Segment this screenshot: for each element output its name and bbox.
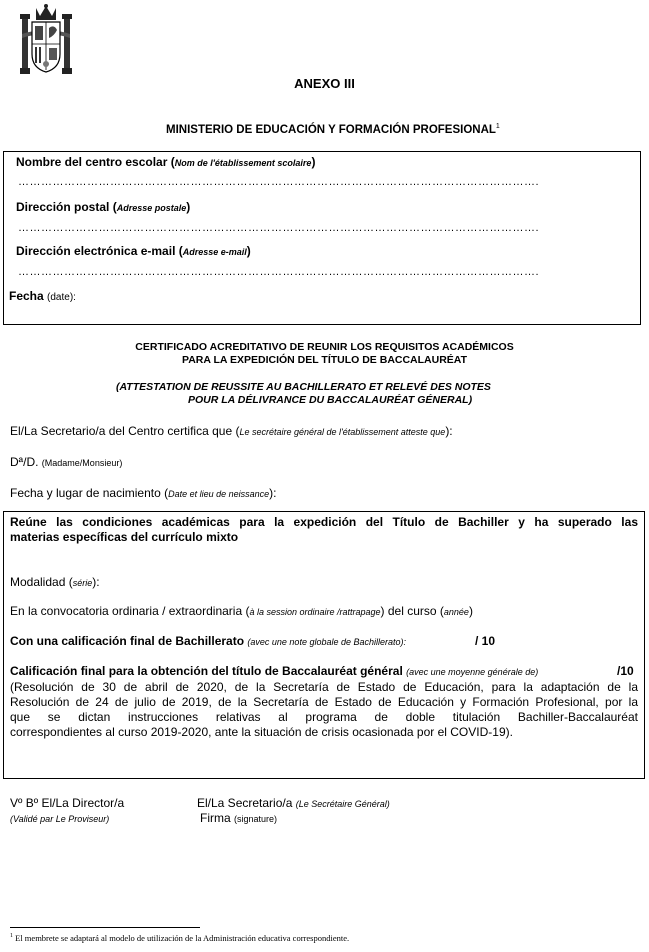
postal-fr: Adresse postale	[116, 203, 187, 213]
firma-fr: (signature)	[234, 814, 278, 824]
curso-fr: année	[443, 607, 469, 617]
birth-fr: Date et lieu de neissance	[168, 489, 270, 499]
certificate-title-line2: PARA LA EXPEDICIÓN DEL TÍTULO DE BACCALAURÉAT	[181, 354, 468, 366]
certificate-title-line1: CERTIFICADO ACREDITATIVO DE REUNIR LOS REQUISITOS ACADÉMICOS	[135, 341, 514, 353]
date-label: Fecha (date):	[9, 289, 76, 303]
signature-secretary-fr: (Le Secrétaire Général)	[295, 799, 390, 809]
certificate-title	[0, 341, 649, 367]
firma-label: Firma	[200, 811, 231, 825]
bac-grade-fr: (avec une moyenne générale de)	[406, 667, 539, 677]
date-fr: (date):	[47, 292, 76, 303]
results-heading-line2: materias específicas del currículo mixto	[10, 530, 239, 544]
signature-secretary-label: El/La Secretario/a	[197, 796, 293, 810]
certificate-fr-title	[116, 381, 491, 407]
ministry-footnote-mark: 1	[495, 123, 500, 130]
resolution-line-1: (Resolución de 30 de abril de 2020, de la Secretaría de Estado de Educación, para la adaptación de la	[10, 680, 638, 694]
secretary-certifies-fr: Le secrétaire général de l'établissement atteste que	[239, 427, 446, 437]
coat-of-arms-emblem	[20, 4, 72, 78]
ministry-name: MINISTERIO DE EDUCACIÓN Y FORMACIÓN PROFESIONAL	[166, 123, 496, 136]
ministry-title	[166, 123, 500, 136]
resolution-line-3: que se dictan instrucciones relativas al programa de doble titulación Bachiller-Baccalauréat	[10, 710, 638, 724]
convocatoria-fr: à la session ordinaire /rattrapage	[249, 607, 381, 617]
signature-secretary-line	[197, 796, 390, 810]
email-dotline: ……………………………………………………………………………………………………………………….	[18, 266, 540, 278]
final-grade-fr: (avec une note globale de Bachillerato):	[247, 637, 407, 647]
final-grade-label: Con una calificación final de Bachillerato	[10, 634, 245, 648]
footnote-mark: 1	[10, 933, 13, 940]
school-name-dotline: ……………………………………………………………………………………………………………………….	[18, 176, 540, 188]
email-label: Dirección electrónica e-mail (Adresse e-mail)	[16, 244, 251, 258]
student-name-fr: (Madame/Monsieur)	[41, 458, 123, 468]
final-grade-line	[10, 634, 406, 648]
birth-label: Fecha y lugar de nacimiento (Date et lieu de neissance):	[10, 486, 277, 500]
modalidad-fr: série	[72, 578, 93, 588]
firma-line	[200, 811, 277, 825]
school-name-fr: Nom de l'établissement scolaire	[174, 158, 312, 168]
school-name-label: Nombre del centro escolar (Nom de l'établissement scolaire)	[16, 155, 316, 169]
resolution-line-2: Resolución de 24 de julio de 2019, de la Secretaría de Estado de Educación y Formación Profesional, por la	[10, 695, 638, 709]
certificate-fr-line1: (ATTESTATION DE REUSSITE AU BACHILLERATO ET RELEVÉ DES NOTES	[116, 381, 491, 393]
modalidad-label: Modalidad (série):	[10, 575, 100, 589]
results-heading-line1: Reúne las condiciones académicas para la expedición del Título de Bachiller y ha superado las	[10, 515, 638, 529]
postal-label: Dirección postal (Adresse postale)	[16, 200, 191, 214]
footnote-text: El membrete se adaptará al modelo de utilización de la Administración educativa correspondiente.	[15, 933, 350, 943]
secretary-certifies: El/La Secretario/a del Centro certifica que (Le secrétaire général de l'établissement atteste que):	[10, 424, 453, 438]
footnote-separator	[10, 927, 200, 928]
bac-grade-line	[10, 664, 538, 678]
bac-grade-label: Calificación final para la obtención del título de Baccalauréat général	[10, 664, 403, 678]
convocatoria-line: En la convocatoria ordinaria / extraordinaria (à la session ordinaire /rattrapage) del curso (année)	[10, 604, 473, 618]
director-label: Vº Bº El/La Director/a	[10, 796, 125, 810]
resolution-line-4: correspondientes al curso 2019-2020, ante la situación de crisis ocasionada por el COVID-19).	[10, 725, 513, 739]
student-name-label: Dª/D. (Madame/Monsieur)	[10, 455, 123, 469]
bac-grade-score: /10	[617, 664, 634, 678]
director-fr: (Validé par Le Proviseur)	[10, 814, 110, 824]
annex-title: ANEXO III	[294, 76, 355, 91]
footnote	[10, 933, 349, 943]
final-grade-score: / 10	[475, 634, 496, 648]
email-fr: Adresse e-mail	[182, 247, 247, 257]
certificate-fr-line2: POUR LA DÉLIVRANCE DU BACCALAURÉAT GÉNERAL)	[188, 394, 473, 406]
postal-dotline: ……………………………………………………………………………………………………………………….	[18, 222, 540, 234]
